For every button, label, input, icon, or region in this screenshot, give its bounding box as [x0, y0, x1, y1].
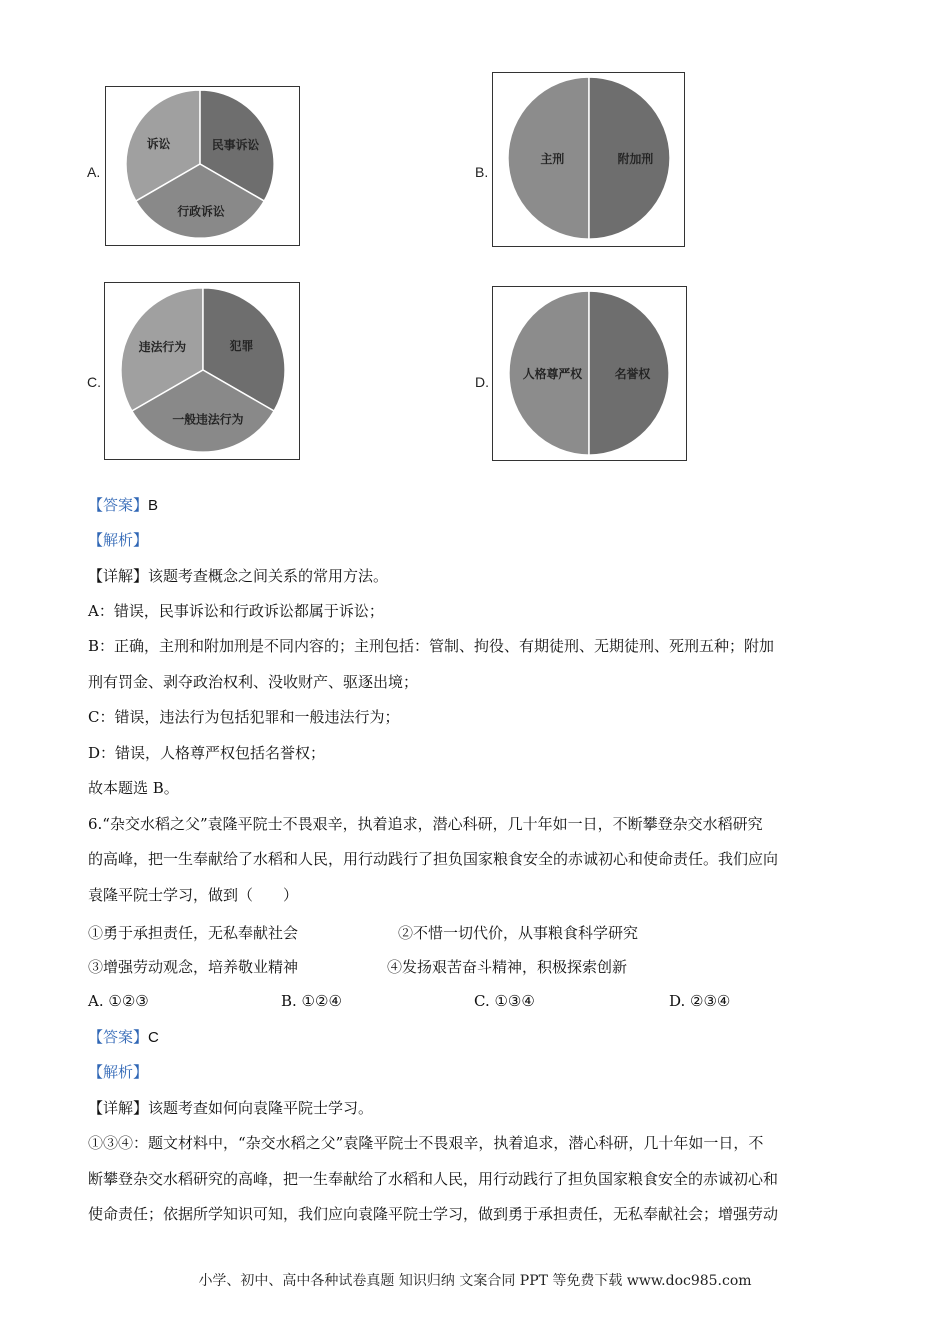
q5-line: 刑有罚金、剥夺政治权利、没收财产、驱逐出境；: [88, 673, 419, 691]
detail-text: 该题考查如何向袁隆平院士学习。: [148, 1099, 374, 1117]
q5-answer: [88, 495, 158, 516]
answer-value: B: [148, 497, 159, 514]
q5-analysis-tag: 【解析】: [88, 531, 149, 549]
q6-option-a: A. ①②③: [88, 992, 149, 1010]
pie-chart-a: [106, 87, 299, 245]
option-d-label: D.: [475, 374, 489, 390]
q6-analysis-tag: 【解析】: [88, 1063, 149, 1081]
detail-tag: 【详解】: [88, 567, 149, 585]
option-c-label: C.: [87, 374, 101, 390]
slice-label: 一般违法行为: [172, 412, 244, 427]
option-b-label: B.: [475, 164, 489, 180]
slice-label: 诉讼: [146, 137, 171, 152]
q6-item: ①勇于承担责任，无私奉献社会: [88, 924, 299, 942]
q6-stem: 6.“杂交水稻之父”袁隆平院士不畏艰辛，执着追求，潜心科研，几十年如一日，不断攀登杂交水稻研究: [88, 815, 763, 833]
slice-label: 民事诉讼: [211, 138, 260, 153]
q6-line: 使命责任；依据所学知识可知，我们应向袁隆平院士学习，做到勇于承担责任，无私奉献社会；增强劳动: [88, 1205, 779, 1223]
pie-figure-a: [105, 86, 300, 246]
q5-line: 故本题选 B。: [88, 779, 179, 797]
slice-label: 违法行为: [138, 340, 187, 355]
q6-line: ①③④：题文材料中，“杂交水稻之父”袁隆平院士不畏艰辛，执着追求，潜心科研，几十年如一日，不: [88, 1134, 764, 1152]
slice-label: 犯罪: [229, 339, 254, 354]
slice-label: 名誉权: [614, 366, 651, 381]
slice-label: 附加刑: [617, 151, 654, 166]
pie-figure-d: [492, 286, 687, 461]
detail-text: 该题考查概念之间关系的常用方法。: [148, 567, 389, 585]
pie-chart-d: [493, 287, 686, 460]
q6-option-d: D. ②③④: [669, 992, 731, 1010]
slice-label: 主刑: [540, 151, 565, 166]
q5-detail: [88, 566, 388, 586]
q6-answer: [88, 1027, 159, 1048]
q6-item: ②不惜一切代价，从事粮食科学研究: [398, 924, 639, 942]
q6-detail: [88, 1098, 373, 1118]
q6-stem: 的高峰，把一生奉献给了水稻和人民，用行动践行了担负国家粮食安全的赤诚初心和使命责任。我们应向: [88, 850, 779, 868]
q6-option-b: B. ①②④: [281, 992, 342, 1010]
option-a-label: A.: [87, 164, 101, 180]
q6-item: ③增强劳动观念，培养敬业精神: [88, 958, 299, 976]
q6-item: ④发扬艰苦奋斗精神，积极探索创新: [387, 958, 628, 976]
q6-stem: 袁隆平院士学习，做到（ ）: [88, 886, 299, 904]
answer-value: C: [148, 1029, 159, 1046]
answer-tag: 【答案】: [88, 496, 149, 514]
page-footer: 小学、初中、高中各种试卷真题 知识归纳 文案合同 PPT 等免费下载 www.doc985.com: [198, 1273, 752, 1289]
q5-line: C：错误，违法行为包括犯罪和一般违法行为；: [88, 708, 400, 726]
detail-tag: 【详解】: [88, 1099, 149, 1117]
pie-chart-b: [493, 73, 684, 246]
q5-line: B：正确，主刑和附加刑是不同内容的；主刑包括：管制、拘役、有期徒刑、无期徒刑、死刑五种；附加: [88, 637, 775, 655]
q5-line: A：错误，民事诉讼和行政诉讼都属于诉讼；: [88, 602, 384, 620]
pie-chart-c: [105, 283, 299, 459]
answer-tag: 【答案】: [88, 1028, 149, 1046]
q6-option-c: C. ①③④: [474, 992, 535, 1010]
pie-figure-c: [104, 282, 300, 460]
slice-label: 行政诉讼: [177, 204, 225, 219]
slice-label: 人格尊严权: [522, 366, 583, 381]
q5-line: D：错误，人格尊严权包括名誉权；: [88, 744, 326, 762]
pie-figure-b: [492, 72, 685, 247]
q6-line: 断攀登杂交水稻研究的高峰，把一生奉献给了水稻和人民，用行动践行了担负国家粮食安全的赤诚初心和: [88, 1170, 779, 1188]
